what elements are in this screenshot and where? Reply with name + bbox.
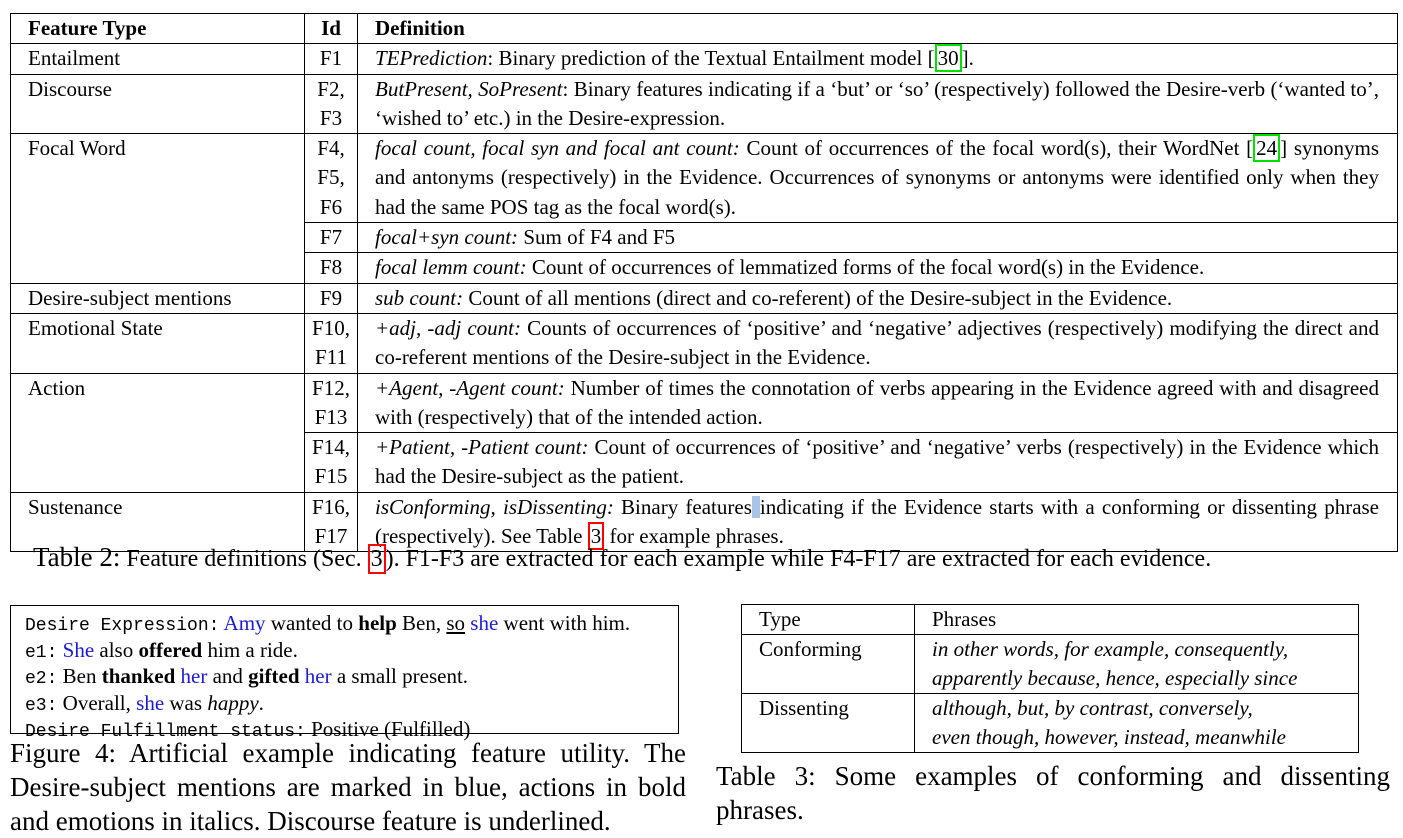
text: Overall, — [57, 690, 137, 715]
table-row-subject — [11, 283, 1398, 313]
feature-id-cell: F4, F5, F6 — [305, 134, 358, 223]
text: Ben, — [396, 611, 447, 635]
subject-mention: Amy — [223, 611, 266, 635]
definition-text: Count of occurrences of the focal word(s), their WordNet — [739, 136, 1247, 161]
action-word: help — [358, 611, 397, 635]
line-label: Desire Expression: — [25, 616, 220, 636]
feature-id-cell: F14, F15 — [305, 433, 358, 493]
text: a small present. — [331, 664, 469, 688]
feature-term: TEPrediction — [375, 46, 488, 71]
text: Ben — [57, 664, 102, 688]
feature-id-cell: F10, F11 — [305, 313, 358, 373]
status-value: Positive (Fulfilled) — [305, 717, 471, 741]
feature-term: focal+syn count: — [375, 225, 519, 250]
definition-cell — [358, 283, 1398, 313]
caption-text: ). F1-F3 are extracted for each example while F4-F17 are extracted for each evidence. — [385, 546, 1212, 572]
feature-type-cell: Emotional State — [11, 313, 305, 373]
line-label: Desire Fulfillment status: — [25, 722, 306, 742]
feature-type-cell: Entailment — [11, 44, 305, 74]
cite-open: [ — [1246, 136, 1254, 161]
feature-term: +Patient, -Patient count: — [375, 435, 589, 460]
cite-close: ]. — [961, 46, 974, 71]
definition-text: indicating if the Evidence starts with a conforming or dissenting phrase (respectively). See Table — [375, 494, 1380, 549]
desire-expression-line — [25, 612, 664, 639]
table-row — [742, 694, 1359, 753]
table-row-emotional — [11, 313, 1398, 373]
feature-term: +Agent, -Agent count: — [375, 375, 565, 400]
table-ref-link[interactable]: 3 — [588, 522, 605, 550]
subject-mention: her — [180, 664, 208, 688]
table2-caption — [33, 542, 1211, 573]
subject-mention: her — [304, 664, 332, 688]
cite-close: ] — [1280, 136, 1288, 161]
line-label: e3: — [25, 695, 58, 716]
definition-cell — [358, 253, 1398, 283]
definition-text: synonyms and antonyms (respectively) in the Evidence. Occurrences of synonyms or antonyms were identified only when they had the same POS tag as the focal word(s). — [375, 136, 1380, 219]
table-row-discourse — [11, 74, 1398, 134]
figure4-example-box — [10, 605, 679, 742]
feature-type-cell: Focal Word — [11, 134, 305, 283]
feature-id-cell: F12, F13 — [305, 373, 358, 433]
definition-text: Count of all mentions (direct and co-referent) of the Desire-subject in the Evidence. — [463, 285, 1173, 310]
definition-text: Number of times the connotation of verbs appearing in the Evidence agreed with and disagreed with (respectively) that of the intended action. — [375, 375, 1380, 429]
definition-cell — [358, 433, 1398, 493]
text: him a ride. — [202, 637, 298, 662]
citation-link-24[interactable]: 24 — [1253, 134, 1280, 162]
definition-text: Binary prediction of the Textual Entailment model — [493, 46, 928, 71]
definition-cell — [358, 44, 1398, 74]
feature-id-cell: F16, F17 — [305, 492, 358, 552]
phrases-cell: in other words, for example, consequently, apparently because, hence, especially since — [915, 635, 1359, 694]
action-word: thanked — [101, 664, 176, 688]
citation-link-30[interactable]: 30 — [935, 44, 962, 72]
header-definition: Definition — [358, 14, 1398, 44]
text: was — [164, 690, 208, 715]
feature-term: sub count: — [375, 285, 464, 310]
definition-text: Count of occurrences of ‘positive’ and ‘negative’ verbs (respectively) in the Evidence which had the Desire-subject as the patient. — [375, 435, 1379, 489]
phrase-type-cell: Dissenting — [742, 694, 915, 753]
definition-text: Count of occurrences of lemmatized forms of the focal word(s) in the Evidence. — [526, 255, 1205, 280]
definition-cell — [358, 74, 1398, 134]
text: and — [207, 664, 249, 688]
evidence-line-e1 — [25, 639, 664, 666]
definition-text: Counts of occurrences of ‘positive’ and ‘negative’ adjectives (respectively) modifying the direct and co-referent mentions of the Desire-subject in the Evidence. — [375, 315, 1380, 370]
caption-label: Table 2: — [33, 542, 121, 572]
evidence-line-e2 — [25, 665, 664, 692]
text: wanted to — [265, 611, 359, 635]
feature-definitions-table — [10, 13, 1398, 552]
header-id: Id — [305, 14, 358, 44]
feature-type-cell: Action — [11, 373, 305, 492]
feature-id-cell: F9 — [305, 283, 358, 313]
term-sep: : — [562, 76, 569, 101]
definition-cell — [358, 373, 1398, 433]
cite-open: [ — [927, 46, 935, 71]
feature-term: focal lemm count: — [375, 255, 527, 280]
feature-term: ButPresent, SoPresent — [375, 76, 563, 101]
definition-cell — [358, 313, 1398, 373]
definition-text: Binary features — [613, 494, 752, 519]
feature-term: isConforming, isDissenting: — [375, 494, 614, 519]
definition-cell — [358, 223, 1398, 253]
feature-id-cell: F1 — [305, 44, 358, 74]
feature-id-cell: F2, F3 — [305, 74, 358, 134]
line-label: e2: — [25, 669, 58, 689]
text: went with him. — [498, 611, 631, 635]
header-type: Type — [742, 605, 915, 635]
text: . — [258, 690, 264, 715]
feature-id-cell: F8 — [305, 253, 358, 283]
section-ref-link[interactable]: 3 — [368, 544, 386, 574]
table3-caption: Table 3: Some examples of conforming and dissenting phrases. — [716, 761, 1390, 825]
feature-type-cell: Sustenance — [11, 492, 305, 552]
feature-term: focal count, focal syn and focal ant count: — [375, 136, 740, 161]
table-row-focal-1 — [11, 134, 1398, 223]
header-phrases: Phrases — [915, 605, 1359, 635]
emotion-word: happy — [207, 690, 259, 715]
table-row — [742, 635, 1359, 694]
feature-id-cell: F7 — [305, 223, 358, 253]
figure4-caption: Figure 4: Artificial example indicating feature utility. The Desire-subject mentions are marked in blue, actions in bold and emotions in italics. Discourse feature is underlined. — [10, 738, 686, 836]
subject-mention: she — [136, 690, 165, 715]
header-feature-type: Feature Type — [11, 14, 305, 44]
table-row-entailment — [11, 44, 1398, 74]
caption-text: Feature definitions (Sec. — [120, 546, 368, 572]
table-row-action-1 — [11, 373, 1398, 433]
subject-mention: She — [62, 637, 95, 662]
subject-mention: she — [470, 611, 499, 635]
definition-text: Binary features indicating if a ‘but’ or ‘so’ (respectively) followed the Desire-verb (‘wanted to’, ‘wished to’ etc.) in the Desire-expression. — [375, 76, 1380, 130]
phrases-table — [741, 604, 1359, 753]
phrase-type-cell: Conforming — [742, 635, 915, 694]
action-word: gifted — [248, 664, 300, 688]
phrases-cell: although, but, by contrast, conversely, even though, however, instead, meanwhile — [915, 694, 1359, 753]
feature-term: +adj, -adj count: — [375, 315, 522, 340]
feature-type-cell: Discourse — [11, 74, 305, 134]
text-cursor-selection — [752, 496, 760, 518]
definition-text: for example phrases. — [604, 524, 784, 549]
action-word: offered — [138, 637, 203, 662]
discourse-word: so — [446, 611, 466, 635]
line-label: e1: — [25, 642, 58, 663]
table-header-row — [742, 605, 1359, 635]
evidence-line-e3 — [25, 692, 664, 719]
definition-cell — [358, 134, 1398, 223]
definition-text: Sum of F4 and F5 — [518, 225, 675, 250]
text: also — [94, 637, 139, 662]
term-sep: : — [487, 46, 494, 71]
feature-type-cell: Desire-subject mentions — [11, 283, 305, 313]
table-header-row — [11, 14, 1398, 44]
